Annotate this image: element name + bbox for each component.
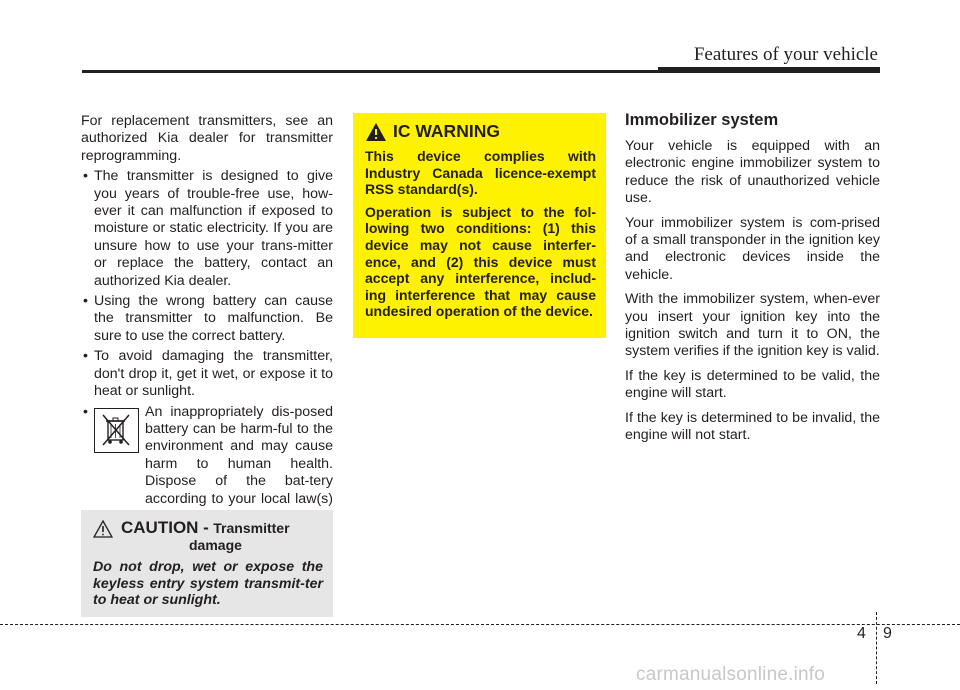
body-paragraph: If the key is determined to be valid, the engine will start.	[625, 367, 880, 402]
chapter-number: 4	[857, 625, 866, 642]
bullet-item: • The transmitter is designed to give you years of trouble-free use, how-ever it can malfunction if exposed to moisture or static electricity. If you are unsure how to use your trans-mitter or replace the battery, contact an authorized Kia dealer.	[81, 168, 333, 290]
footer-divider	[0, 624, 960, 625]
caution-heading	[93, 518, 323, 538]
caution-subtitle: Transmitter	[213, 520, 290, 536]
caution-triangle-icon	[93, 520, 113, 538]
left-column	[81, 113, 333, 534]
bullet-list	[81, 168, 333, 533]
crossed-out-wheelie-bin-icon	[94, 408, 139, 453]
footer-vertical-divider	[876, 612, 877, 684]
caution-title: CAUTION -	[121, 518, 209, 537]
warning-heading	[365, 121, 596, 142]
watermark: carmanualsonline.info	[636, 664, 826, 685]
body-paragraph: Your vehicle is equipped with an electronic engine immobilizer system to reduce the risk of unauthorized vehicle use.	[625, 138, 880, 207]
header-title: Features of your vehicle	[693, 44, 878, 65]
ic-warning-box	[353, 113, 606, 338]
caution-box	[81, 510, 333, 617]
body-paragraph: If the key is determined to be invalid, the engine will not start.	[625, 409, 880, 444]
page-number: 9	[883, 625, 892, 642]
right-column	[625, 110, 880, 452]
warning-triangle-icon	[365, 122, 387, 142]
warning-paragraph: This device complies with Industry Canada licence-exempt RSS standard(s).	[365, 148, 596, 198]
body-paragraph: With the immobilizer system, when-ever you insert your ignition key into the ignition switch and turn it to ON, the system verifies if the ignition key is valid.	[625, 291, 880, 360]
bullet-dot: •	[83, 403, 88, 420]
caution-subtitle-cont: damage	[189, 537, 242, 553]
caution-body: Do not drop, wet or expose the keyless entry system transmit-ter to heat or sunlight.	[93, 559, 323, 608]
warning-paragraph: Operation is subject to the fol-lowing two conditions: (1) this device may not cause interfer-ence, and (2) this device must accept any interference, includ-ing interference that may cause undesired operation of the device.	[365, 203, 596, 320]
section-heading: Immobilizer system	[625, 111, 779, 129]
warning-title: IC WARNING	[393, 121, 500, 141]
header-rule-accent	[658, 67, 880, 73]
intro-paragraph: For replacement transmitters, see an authorized Kia dealer for transmitter reprogramming.	[81, 113, 333, 164]
bullet-item: • To avoid damaging the transmitter, don't drop it, get it wet, or expose it to heat or sunlight.	[81, 348, 333, 400]
battery-disposal-text: An inappropriately dis-posed battery can be harm-ful to the environment and may cause harm to human health. Dispose of the bat-tery according to your local law(s)	[145, 403, 333, 507]
bullet-item: • Using the wrong battery can cause the transmitter to malfunction. Be sure to use the correct battery.	[81, 293, 333, 345]
body-paragraph: Your immobilizer system is com-prised of a small transponder in the ignition key and electronic devices inside the vehicle.	[625, 214, 880, 283]
